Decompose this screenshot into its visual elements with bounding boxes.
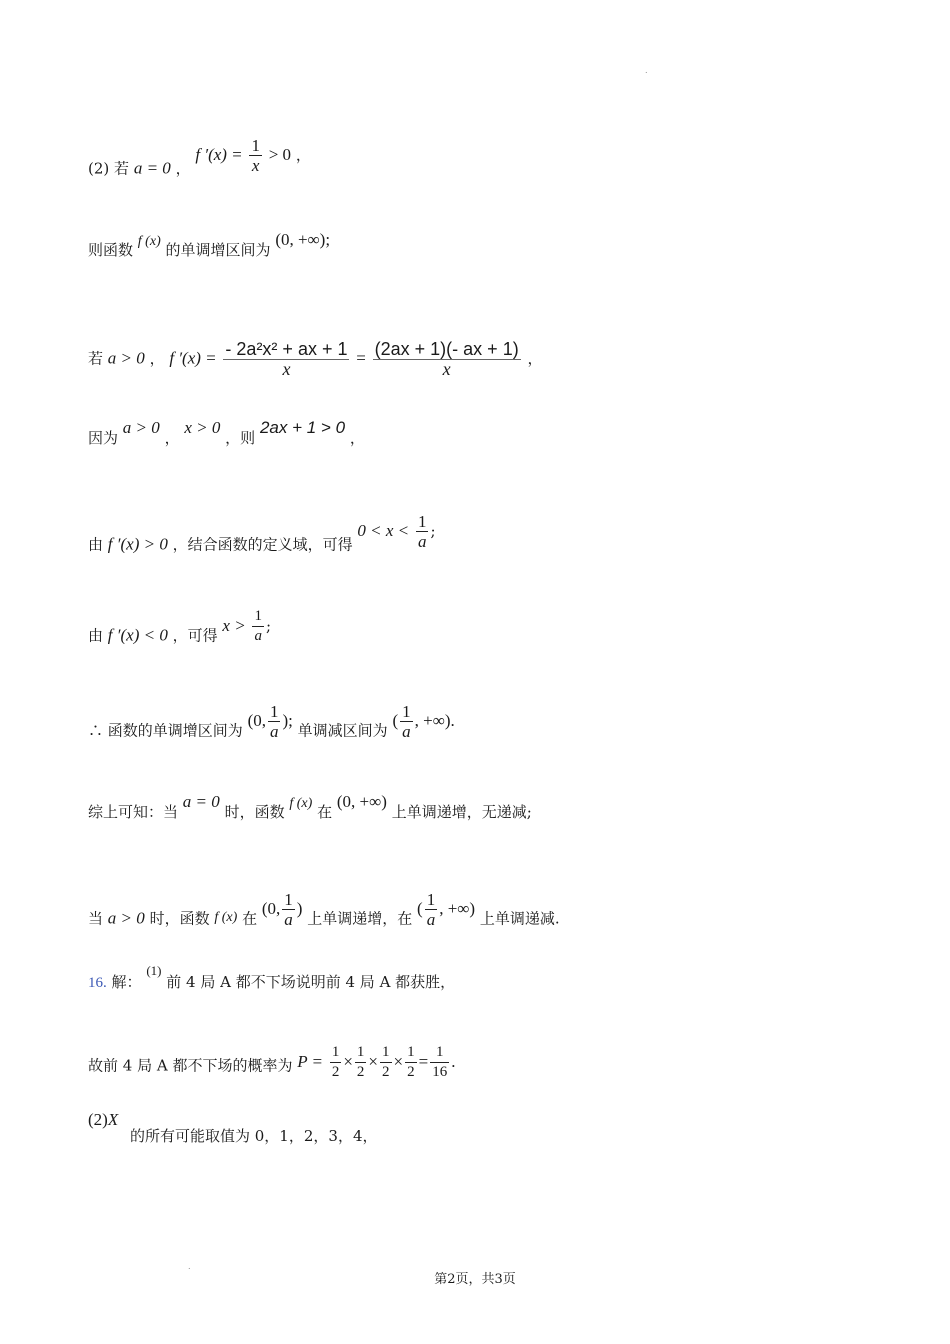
text: ; — [430, 521, 436, 540]
math: . — [451, 1051, 456, 1071]
fraction — [416, 512, 429, 551]
numerator: (2ax + 1)(- ax + 1) — [374, 339, 519, 359]
text: 由 — [88, 535, 104, 554]
page-dot: . — [645, 66, 648, 75]
denominator: 2 — [331, 1064, 340, 1080]
math: × — [368, 1051, 379, 1071]
math: f ′(x) > 0 — [107, 534, 168, 554]
part-label: (1) — [146, 963, 162, 978]
line-derivative-positive — [88, 512, 436, 565]
math: 2ax + 1 > 0 — [259, 418, 346, 437]
math: a = 0 — [182, 792, 220, 811]
math: 0 < x < — [357, 520, 410, 540]
fraction — [380, 1043, 392, 1082]
math: f (x) — [289, 796, 313, 811]
fraction — [425, 890, 438, 929]
denominator: a — [254, 628, 262, 644]
denominator: a — [417, 532, 427, 551]
line-therefore-intervals — [88, 702, 455, 751]
text: 上单调递增，在 — [307, 909, 413, 928]
fraction — [223, 340, 349, 379]
numerator: 1 — [254, 608, 262, 624]
numerator: 1 — [356, 1044, 365, 1060]
fraction — [400, 702, 413, 741]
numerator: 1 — [407, 1044, 415, 1060]
fraction — [430, 1043, 449, 1082]
fraction — [249, 136, 262, 175]
line-because — [88, 418, 365, 448]
text: ， — [295, 145, 311, 164]
fraction — [355, 1043, 367, 1082]
text: ∴ 函数的单调增区间为 — [88, 721, 243, 740]
math: x > — [222, 615, 246, 635]
text: 解： — [111, 973, 142, 991]
math: x > 0 — [184, 418, 221, 437]
text: ; — [265, 616, 272, 635]
text: 在 — [242, 909, 258, 928]
numerator: 1 — [331, 1044, 340, 1060]
text: ， — [164, 429, 180, 447]
text: 时，函数 — [149, 909, 210, 928]
denominator: x — [223, 359, 349, 379]
line-part-2-text — [130, 1126, 378, 1146]
math: f (x) — [214, 909, 238, 925]
text: 在 — [317, 803, 333, 821]
math: f ′(x) = — [169, 348, 217, 368]
math: X — [107, 1110, 119, 1129]
math: (0, — [247, 710, 266, 730]
math: , +∞) — [439, 898, 476, 918]
text: 当 — [88, 909, 104, 928]
fraction — [405, 1043, 417, 1082]
numerator: 1 — [382, 1044, 390, 1060]
numerator: 1 — [251, 136, 260, 155]
denominator: a — [269, 722, 279, 741]
math: ( — [392, 710, 399, 730]
math: a > 0 — [107, 908, 145, 928]
numerator: 1 — [417, 512, 427, 531]
text: ，可得 — [172, 626, 218, 645]
math: = — [356, 348, 366, 368]
math: (0, — [261, 898, 281, 918]
denominator: 2 — [356, 1064, 365, 1080]
text: 若 — [88, 349, 104, 368]
text: 上单调递增，无递减; — [391, 803, 532, 821]
numerator: 1 — [402, 702, 411, 721]
math: × — [393, 1051, 404, 1071]
text: 综上可知：当 — [88, 803, 179, 821]
text: 的所有可能取值为 0，1，2，3，4， — [130, 1127, 378, 1145]
math: ( — [417, 898, 423, 918]
numerator: 1 — [435, 1044, 444, 1060]
numerator: 1 — [269, 702, 279, 721]
numerator: 1 — [426, 890, 436, 909]
text: 的单调增区间为 — [165, 241, 271, 259]
math: , +∞). — [414, 710, 455, 730]
text: ， — [527, 349, 543, 368]
math: f ′(x) = — [195, 144, 243, 164]
page-dot: . — [188, 1262, 191, 1271]
text: 时，函数 — [224, 803, 285, 821]
page-footer: 第2页，共3页 — [434, 1272, 516, 1287]
text: ， — [149, 349, 165, 368]
question-number: 16. — [88, 975, 107, 991]
denominator: a — [402, 722, 411, 741]
fraction — [330, 1043, 342, 1082]
line-increasing-interval — [88, 230, 331, 262]
text: ， — [175, 159, 191, 178]
math: (0, +∞); — [275, 230, 331, 249]
math: P = — [297, 1051, 324, 1071]
fraction — [252, 607, 264, 646]
denominator: x — [249, 155, 262, 175]
math: a > 0 — [107, 348, 145, 368]
math: a = 0 — [133, 158, 171, 178]
fraction — [268, 702, 281, 741]
text: ，结合函数的定义域，可得 — [172, 535, 353, 554]
line-probability — [88, 1044, 456, 1086]
denominator: a — [426, 910, 436, 929]
numerator: 1 — [284, 890, 293, 909]
text: 因为 — [88, 429, 119, 447]
text: 前 4 局 A 都不下场说明前 4 局 A 都获胜， — [166, 973, 456, 991]
line-part-2 — [88, 1110, 118, 1130]
text: 单调减区间为 — [297, 721, 388, 740]
text: ， — [349, 429, 365, 447]
math: f (x) — [137, 234, 161, 249]
math: ) — [296, 898, 303, 918]
denominator: x — [373, 359, 521, 379]
line-summary-a-positive — [88, 890, 560, 939]
part-label: (2) — [88, 1110, 108, 1129]
math: > 0 — [268, 144, 292, 164]
text: 故前 4 局 A 都不下场的概率为 — [88, 1056, 293, 1075]
text: 则函数 — [88, 241, 134, 259]
math: × — [343, 1051, 353, 1071]
denominator: 16 — [432, 1064, 448, 1080]
math: f ′(x) < 0 — [107, 625, 168, 645]
text: (2) 若 — [88, 159, 130, 178]
denominator: 2 — [407, 1064, 415, 1080]
fraction — [282, 890, 295, 929]
text: 上单调递减. — [479, 909, 560, 928]
math: a > 0 — [122, 418, 160, 437]
math: = — [418, 1051, 429, 1071]
math: (0, +∞) — [336, 792, 387, 811]
math: ); — [282, 710, 293, 730]
line-question-16 — [88, 963, 456, 993]
fraction — [373, 340, 521, 379]
text: ，则 — [225, 429, 256, 447]
line-a-equals-zero — [88, 136, 311, 189]
denominator: 2 — [382, 1064, 390, 1080]
line-a-positive-derivative — [88, 340, 543, 379]
denominator: a — [284, 910, 293, 929]
line-summary-a-zero — [88, 792, 532, 824]
text: 由 — [88, 626, 104, 645]
line-derivative-negative — [88, 608, 272, 656]
numerator: - 2a²x² + ax + 1 — [225, 339, 348, 359]
